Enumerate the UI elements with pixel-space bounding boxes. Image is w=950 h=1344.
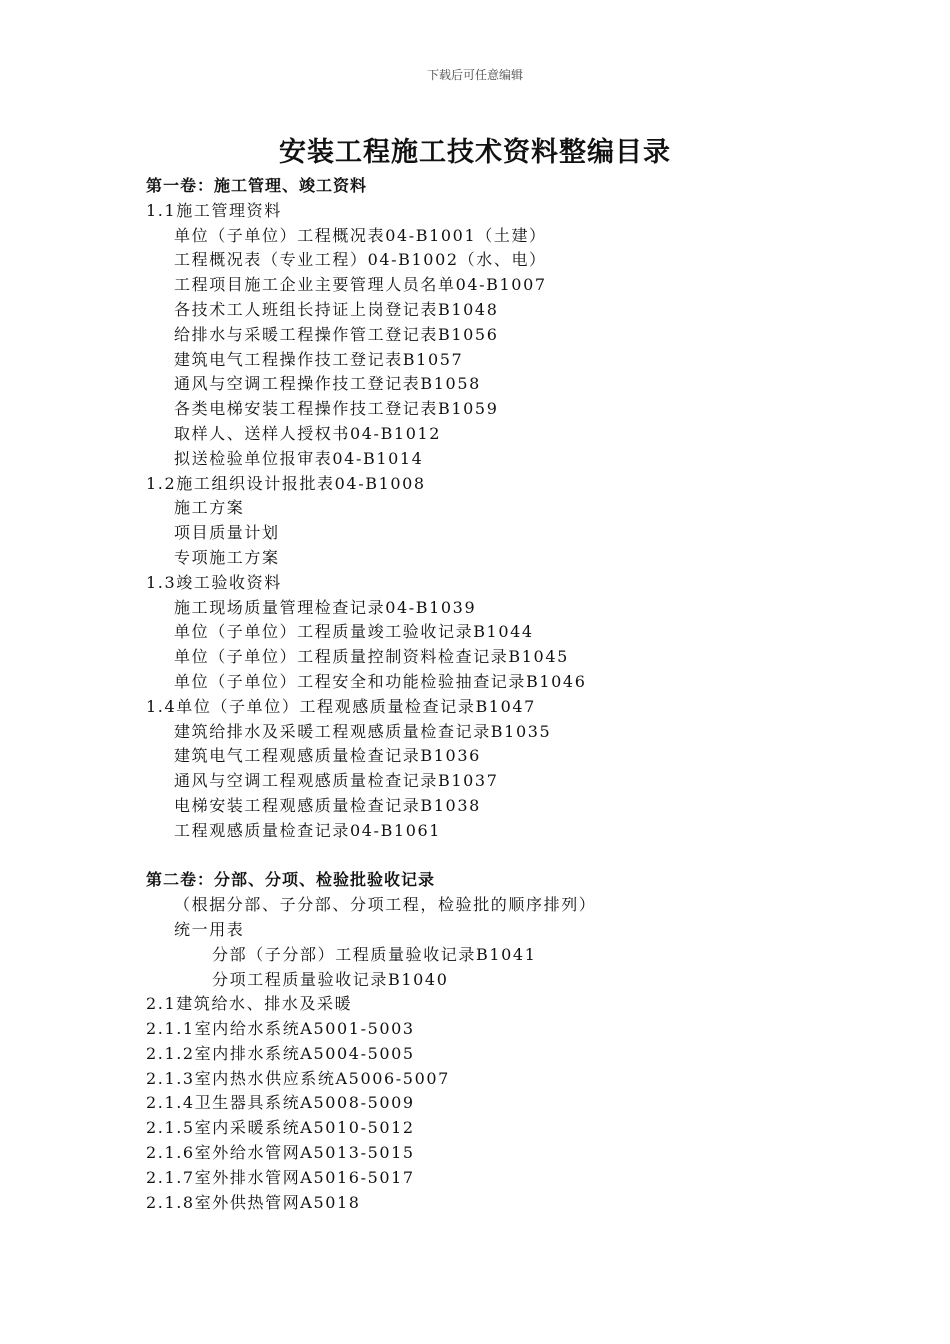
toc-entry: 单位（子单位）工程概况表04-B1001（土建） [174,225,547,245]
toc-entry: 分项工程质量验收记录B1040 [212,969,449,989]
toc-entry: 2.1.3室内热水供应系统A5006-5007 [146,1068,450,1088]
page-header: 下载后可任意编辑 [426,68,523,82]
toc-entry: （根据分部、子分部、分项工程，检验批的顺序排列） [174,895,597,915]
toc-entry: 2.1.4卫生器具系统A5008-5009 [146,1093,415,1113]
toc-entry: 2.1.7室外排水管网A5016-5017 [146,1167,415,1187]
toc-entry: 单位（子单位）工程质量竣工验收记录B1044 [174,622,534,642]
toc-entry: 建筑电气工程观感质量检查记录B1036 [174,746,481,766]
toc-entry: 项目质量计划 [174,523,280,543]
toc-entry: 2.1.8室外供热管网A5018 [146,1192,361,1212]
volume1-heading: 第一卷：施工管理、竣工资料 [146,176,368,195]
toc-entry: 给排水与采暖工程操作管工登记表B1056 [174,324,499,344]
toc-entry: 通风与空调工程操作技工登记表B1058 [174,374,481,394]
toc-entry: 施工现场质量管理检查记录04-B1039 [174,597,477,617]
toc-entry: 2.1.6室外给水管网A5013-5015 [146,1143,415,1163]
document-title: 安装工程施工技术资料整编目录 [279,137,671,168]
toc-entry: 工程观感质量检查记录04-B1061 [174,820,442,840]
toc-entry: 1.4单位（子单位）工程观感质量检查记录B1047 [146,696,536,716]
toc-entry: 1.1施工管理资料 [146,200,282,220]
spacer [0,844,950,869]
toc-entry: 1.2施工组织设计报批表04-B1008 [146,473,426,493]
toc-entry: 2.1.5室内采暖系统A5010-5012 [146,1118,415,1138]
toc-entry: 2.1.2室内排水系统A5004-5005 [146,1043,415,1063]
toc-entry: 施工方案 [174,498,245,518]
toc-entry: 各技术工人班组长持证上岗登记表B1048 [174,299,499,319]
table-of-contents [0,174,950,1215]
toc-entry: 1.3竣工验收资料 [146,572,282,592]
toc-entry: 各类电梯安装工程操作技工登记表B1059 [174,399,499,419]
toc-entry: 工程概况表（专业工程）04-B1002（水、电） [174,250,547,270]
toc-entry: 专项施工方案 [174,547,280,567]
toc-entry: 分部（子分部）工程质量验收记录B1041 [212,944,537,964]
toc-entry: 建筑电气工程操作技工登记表B1057 [174,349,464,369]
toc-entry: 单位（子单位）工程安全和功能检验抽查记录B1046 [174,671,587,691]
toc-entry: 2.1建筑给水、排水及采暖 [146,994,353,1014]
volume2-heading: 第二卷：分部、分项、检验批验收记录 [146,870,436,890]
toc-entry: 工程项目施工企业主要管理人员名单04-B1007 [174,275,547,295]
volume1-list [0,199,950,844]
toc-entry: 单位（子单位）工程质量控制资料检查记录B1045 [174,647,569,667]
toc-entry: 电梯安装工程观感质量检查记录B1038 [174,795,481,815]
toc-entry: 通风与空调工程观感质量检查记录B1037 [174,771,499,791]
toc-entry: 拟送检验单位报审表04-B1014 [174,448,424,468]
toc-entry: 统一用表 [174,919,245,939]
toc-entry: 2.1.1室内给水系统A5001-5003 [146,1019,415,1039]
toc-entry: 建筑给排水及采暖工程观感质量检查记录B1035 [174,721,552,741]
toc-entry: 取样人、送样人授权书04-B1012 [174,423,442,443]
volume2-list [0,893,950,1215]
